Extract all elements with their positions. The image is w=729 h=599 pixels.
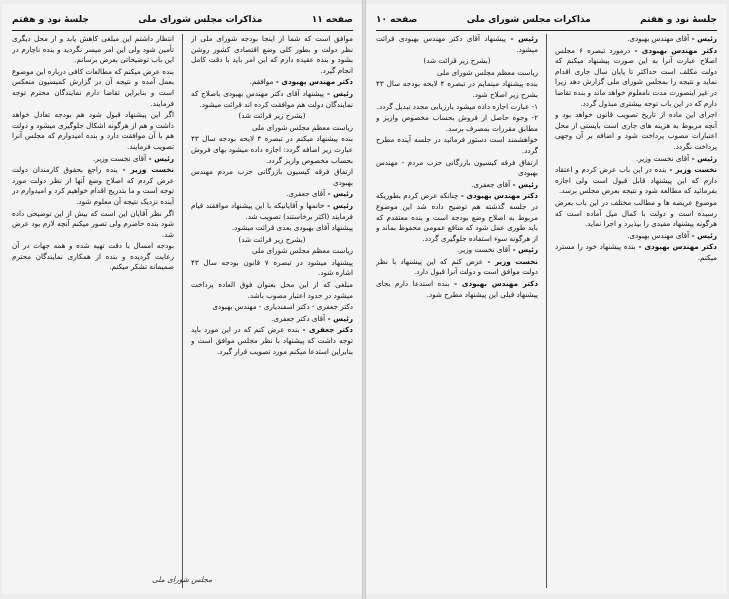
paragraph-text: ریاست معظم مجلس شورای ملی [252, 122, 353, 132]
paragraph-text: آقای مهندس بهبودی. [627, 34, 690, 43]
paragraph-text: آقای جعفری. [471, 179, 511, 189]
paragraph-text: پیشنهاد آقای دکتر مهندس بهبودی باصلاح که نمایندگان دولت هم موافقت کرده اند قرائت میشود. [191, 88, 353, 109]
paragraph-text: (بشرح زیر قرائت شد) [238, 111, 306, 121]
paragraph-text: عرض کنم که این پیشنهاد با نظر دولت موافق است و دولت آنرا قبول دارد. [376, 256, 538, 277]
paragraph [191, 325, 353, 357]
paragraph [191, 134, 353, 166]
paragraph-text: بنده پیشنهاد میکنم در تبصره ۴ لایحه بودجه سال ۴۳ عبارت زیر اضافه گردد: اجازه داده میشود بهای فروش بحساب مخصوص واریز گردد. [191, 134, 353, 165]
header-rule [376, 30, 717, 31]
paragraph-text: ریاست معظم مجلس شورای ملی [252, 246, 353, 256]
paragraph [376, 79, 538, 100]
paragraph [555, 154, 717, 165]
paragraph-text: موضوع عریضه ها و مطالب مختلف در این باب بعرض رسیده است و دولت با کمال میل آماده است که هرگونه پیشنهاد مفیدی را بپذیرد و اجرا نماید. [555, 197, 717, 229]
speaker-label: رئیس - [689, 230, 717, 240]
paragraph-text: ارتفاق فرقه کیسیون بازرگانی حزب مردم - مهندس بهبودی [376, 157, 538, 178]
header-title: مذاکرات مجلس شورای ملی [138, 15, 263, 25]
paragraph [555, 198, 717, 230]
paragraph-text: پیشنهاد میشود در تبصره ۷ قانون بودجه سال ۴۳ اشاره شود. [191, 257, 353, 278]
paragraph [376, 245, 538, 256]
speaker-label: دکتر مهندس بهبودی - [458, 191, 538, 201]
paragraph-text: ارتفاق فرقه کیسیون بازرگانی حزب مردم مهندس بهبودی [191, 167, 353, 187]
paragraph [191, 167, 353, 188]
paragraph-text: پیشنهاد آقای بهبودی بعدی قرائت میشود. [231, 223, 353, 233]
speaker-label: نخست وزیر - [117, 165, 174, 175]
session-title: جلسهٔ نود و هفتم [12, 15, 89, 25]
paragraph-text: پیشنهاد آقای دکتر مهندس بهبودی قرائت میشود. [376, 34, 538, 54]
paragraph-text: بنده راجع بحقوق کارمندان دولت عرض کردم که اصلاح وضع آنها از نظر دولت مورد توجه است و ما بتدریج اقدام خواهیم کرد و امیدوارم در آینده نزدیک نتیجه آن معلوم شود. [12, 165, 174, 206]
paragraph [555, 242, 717, 263]
speaker-label: نخست وزیر - [666, 165, 717, 175]
speaker-label: دکتر مهندس بهبودی - [449, 279, 538, 289]
speaker-label: رئیس - [510, 245, 538, 255]
speaker-label: رئیس - [325, 313, 353, 323]
paragraph [12, 209, 174, 241]
paragraph [555, 46, 717, 110]
text-column-right [555, 34, 717, 588]
paragraph [12, 241, 174, 273]
paragraph [376, 257, 538, 278]
paragraph-text: اگر این پیشنهاد قبول شود هم بودجه تعادل خواهد داشت و هم از هرگونه اشکال جلوگیری میشود و دولت هم با آن موافقت دارد و بنده امیدوارم که مجلس آنرا تصویب فرمایند. [12, 110, 174, 151]
paragraph-text: آقای جعفری. [286, 189, 326, 199]
page-header [12, 12, 353, 28]
paragraph [191, 302, 353, 313]
paragraph [191, 246, 353, 257]
paragraph-text: بنده استدعا دارم بجای پیشنهاد قبلی این پیشنهاد مطرح شود. [376, 279, 538, 299]
paragraph-text: (بشرح زیر قرائت شد) [423, 56, 491, 66]
speaker-label: رئیس - [324, 200, 353, 210]
paragraph-text: آقای نخست وزیر. [635, 153, 690, 163]
paragraph-text: بنده در این باب عرض کردم و اعتقاد دارم که این پیشنهاد قابل قبول است ولی اجازه بفرمائید که مطالعه شود و نتیجه بعرض مجلس برسد. [555, 165, 717, 196]
paragraph [191, 34, 353, 76]
header-title: مذاکرات مجلس شورای ملی [466, 15, 591, 25]
paragraph-text: اجرای این ماده از تاریخ تصویب قانون خواهد بود و آنچه مربوط به هزینه های جاری است بایستی از محل اعتبارات مصوب پرداخت شود و اضافه بر آن وجهی پرداخت نگردد. [555, 110, 717, 151]
text-column-right [191, 34, 353, 588]
paragraph-text: بنده عرض کنم که در این مورد باید توجه داشت که پیشنهاد با نظر مجلس موافق است و بنابراین استدعا میکنم مورد تصویب قرار گیرد. [191, 325, 353, 356]
paragraph-text: خانمها و آقایانیکه با این پیشنهاد موافقند قیام فرمایند (اکثر برخاستند) تصویب شد. [191, 200, 353, 221]
paragraph-text: ۲- وجوه حاصل از فروش بحساب مخصوص واریز و مطابق مقررات بمصرف برسد. [376, 113, 538, 133]
paragraph [376, 135, 538, 156]
paragraph-text: اگر نظر آقایان این است که بیش از این توضیحی داده شود بنده حاضرم ولی تصور میکنم آنچه لازم بود عرض شد. [12, 208, 174, 239]
paragraph [376, 56, 538, 67]
paragraph [376, 34, 538, 55]
paragraph-text: بنده عرض میکنم که مطالعات کافی درباره این موضوع بعمل آمده و نتیجه آن در گزارش کمیسیون منعکس است و بنابراین تقاضا دارم نمایندگان محترم توجه فرمایند. [12, 66, 174, 108]
paragraph [191, 77, 353, 88]
paragraph [376, 180, 538, 191]
paragraph-text: ریاست معظم مجلس شورای ملی [437, 67, 538, 77]
paragraph [191, 223, 353, 234]
speaker-label: رئیس - [689, 153, 717, 163]
paragraph [376, 102, 538, 113]
paragraph [376, 68, 538, 79]
text-column-left [12, 34, 174, 588]
speaker-label: رئیس - [325, 189, 353, 199]
columns [376, 34, 717, 588]
paragraph [12, 34, 174, 66]
paragraph [12, 165, 174, 207]
paragraph-text: درمورد تبصره ۶ مجلس اصلاح عبارت آنرا به این صورت پیشنهاد میکنم که دولت مکلف است حداکثر تا پایان سال جاری اقدام نماید و نتیجه را بمجلس شورای ملی گزارش دهد زیرا در غیر اینصورت مدت نامعلوم خواهد ماند و بنده تقاضا دارم که در این باب توجه بیشتری مبذول گردد. [555, 45, 717, 108]
speaker-label: رئیس - [510, 179, 538, 189]
paragraph-text: آقای نخست وزیر. [456, 245, 511, 255]
speaker-label: رئیس - [505, 34, 538, 43]
paragraph-text: موافقم. [249, 77, 274, 87]
paragraph [555, 34, 717, 45]
paragraph [376, 158, 538, 179]
page-number: صفحه ۱۰ [376, 15, 418, 25]
paragraph [12, 110, 174, 152]
paragraph [191, 89, 353, 110]
paragraph-text: دکتر جعفری - دکتر اسفندیاری - مهندس بهبودی [212, 302, 353, 312]
paragraph [191, 258, 353, 279]
speaker-label: دکتر مهندس بهبودی - [630, 45, 717, 55]
paragraph [555, 165, 717, 197]
paragraph-text: آقای مهندس بهبودی. [627, 230, 690, 240]
paragraph-text: (بشرح زیر قرائت شد) [238, 234, 306, 244]
header-rule [12, 30, 353, 31]
paragraph [555, 231, 717, 242]
speaker-label: رئیس - [323, 88, 353, 98]
paragraph-text: ۱- عبارت اجازه داده میشود بارزیابی مجدد تبدیل گردد. [376, 101, 538, 111]
speaker-label: دکتر مهندس بهبودی - [273, 77, 353, 87]
paragraph-text: انتظار داشتم این مبلغی کاهش یابد و از محل دیگری تأمین شود ولی این امر میسر نگردید و بنده ناچارم در این باب توضیحاتی بعرض برسانم. [12, 34, 174, 65]
paragraph [191, 280, 353, 301]
paragraph-text: آقای دکتر جعفری. [271, 313, 326, 323]
page-header [376, 12, 717, 28]
text-column-left [376, 34, 538, 588]
paragraph [191, 201, 353, 222]
page-10 [366, 4, 727, 594]
paragraph [12, 67, 174, 109]
paragraph [376, 279, 538, 300]
paragraph-text: بنده پیشنهاد مینمایم در تبصره ۴ لایحه بودجه سال ۴۳ بشرح زیر اصلاح شود. [376, 79, 538, 99]
speaker-label: نخست وزیر - [483, 256, 538, 266]
paragraph-text: آقای نخست وزیر. [92, 153, 147, 163]
speaker-label: رئیس - [689, 34, 717, 43]
speaker-label: دکتر جعفری - [299, 325, 353, 335]
page-11 [2, 4, 363, 594]
paragraph-text: چنانکه عرض کردم بطوریکه در جلسه گذشته هم توضیح داده شد این موضوع مربوط به اصلاح وضع بودجه است و بنده معتقدم که باید طوری عمل شود که منافع عمومی محفوظ بماند و از هرگونه سوء استفاده جلوگیری گردد. [376, 191, 538, 243]
paragraph [191, 189, 353, 200]
paragraph-text: مبلغی که از این محل بعنوان فوق العاده پرداخت میشود در حدود اعتبار مصوب باشد. [191, 280, 353, 300]
paragraph [12, 154, 174, 165]
paragraph-text: خواهشمند است دستور فرمائید در جلسه آینده مطرح گردد. [376, 135, 538, 155]
paragraph-text: بودجه امسال با دقت تهیه شده و همه جهات در آن رعایت گردیده و بنده از همکاری نمایندگان محترم صمیمانه تشکر میکنم. [12, 241, 174, 272]
column-divider [182, 34, 183, 588]
paragraph-text: بنده پیشنهاد خود را مسترد میکنم. [555, 242, 717, 262]
page-number: صفحه ۱۱ [311, 15, 353, 25]
session-title: جلسهٔ نود و هفتم [640, 15, 717, 25]
handwritten-note: مجلس شورای ملی [152, 575, 213, 584]
paragraph [191, 235, 353, 246]
paragraph [191, 123, 353, 134]
paragraph-text: موافق است که شما از اینجا بودجه شورای ملی از نظر دولت و بطور کلی وضع اقتصادی کشور روشن بشود و بنده عقیده دارم که این امر باید با دقت کامل انجام گیرد. [191, 34, 353, 75]
paragraph [191, 111, 353, 122]
paragraph [376, 113, 538, 134]
speaker-label: رئیس - [146, 153, 174, 163]
columns [12, 34, 353, 588]
column-divider [546, 34, 547, 588]
paragraph [191, 314, 353, 325]
paragraph [376, 191, 538, 244]
paragraph [555, 110, 717, 152]
speaker-label: دکتر مهندس بهبودی - [635, 242, 717, 252]
